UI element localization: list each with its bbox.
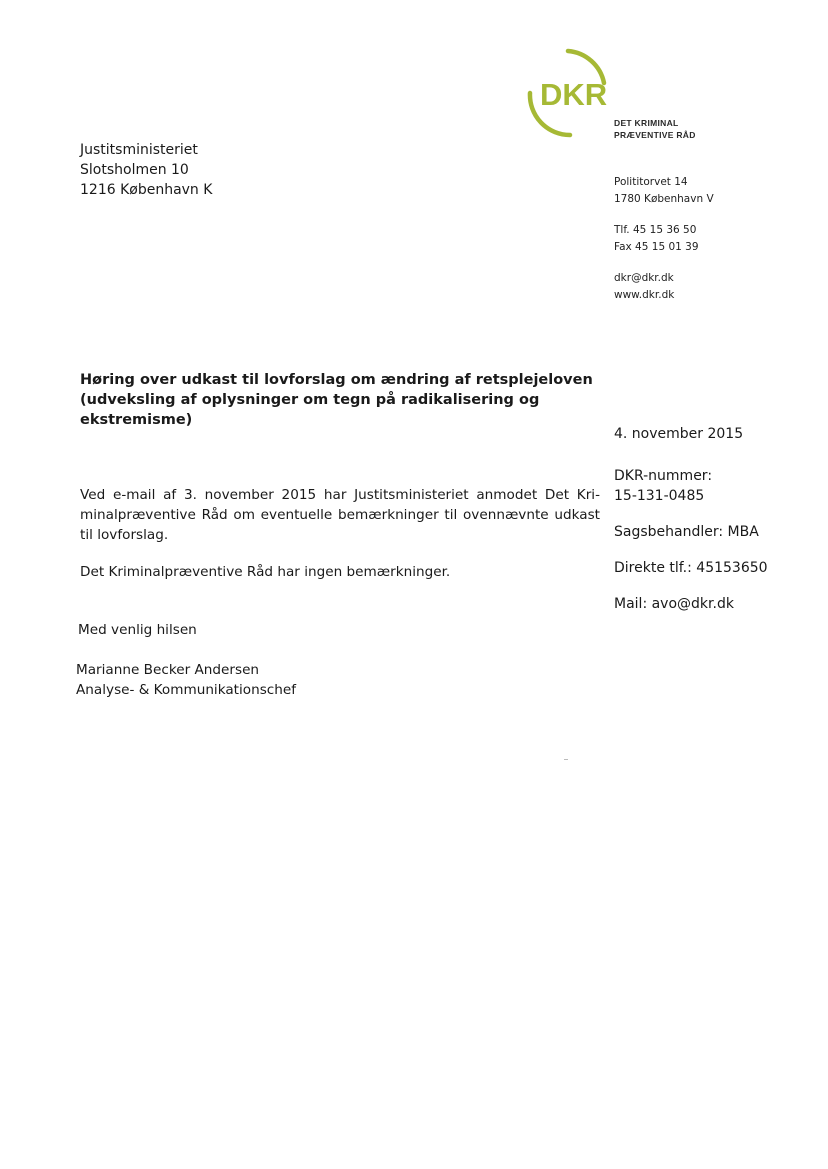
recipient-name: Justitsministeriet bbox=[80, 142, 198, 158]
sender-email: dkr@dkr.dk bbox=[614, 272, 674, 284]
case-handler: Sagsbehandler: MBA bbox=[614, 524, 759, 540]
recipient-city: 1216 København K bbox=[80, 182, 213, 198]
signature-block bbox=[76, 660, 296, 700]
letter-subject: Høring over udkast til lovforslag om ændring af retsplejeloven (udveksling af oplysninger om tegn på radikalisering og ekstremisme) bbox=[80, 372, 593, 428]
direct-phone: Direkte tlf.: 45153650 bbox=[614, 560, 768, 576]
sender-fax: Fax 45 15 01 39 bbox=[614, 241, 699, 253]
letter-date: 4. november 2015 bbox=[614, 426, 744, 442]
sender-phone: Tlf. 45 15 36 50 bbox=[614, 224, 697, 236]
signature-name: Marianne Becker Andersen bbox=[76, 662, 260, 678]
body-paragraph-2: Det Kriminalpræventive Råd har ingen bemærkninger. bbox=[80, 564, 451, 580]
dkr-logo bbox=[522, 45, 622, 141]
body-paragraph-1: Ved e-mail af 3. november 2015 har Justitsministeriet anmodet Det Kriminalpræventive Råd om eventuelle bemærkninger til ovennævnte udkast til lovforslag. bbox=[80, 487, 600, 543]
case-number-label: DKR-nummer: bbox=[614, 468, 713, 484]
sender-contact bbox=[614, 174, 714, 318]
scan-speck bbox=[564, 759, 568, 760]
logo-line-2: PRÆVENTIVE RÅD bbox=[614, 130, 696, 140]
sender-street: Polititorvet 14 bbox=[614, 176, 688, 188]
recipient-address bbox=[80, 140, 212, 200]
recipient-street: Slotsholmen 10 bbox=[80, 162, 189, 178]
logo-line-1: DET KRIMINAL bbox=[614, 118, 679, 128]
case-number-block bbox=[614, 466, 768, 506]
signature-title: Analyse- & Kommunikationschef bbox=[76, 682, 297, 698]
sender-online-block bbox=[614, 270, 714, 304]
contact-mail: Mail: avo@dkr.dk bbox=[614, 596, 734, 612]
sender-address-block bbox=[614, 174, 714, 208]
logo-subtitle bbox=[614, 117, 696, 141]
sender-web: www.dkr.dk bbox=[614, 289, 675, 301]
sender-city: 1780 København V bbox=[614, 193, 714, 205]
closing-greeting: Med venlig hilsen bbox=[78, 622, 197, 638]
case-meta bbox=[614, 466, 768, 630]
case-number-value: 15-131-0485 bbox=[614, 488, 705, 504]
logo-text: DKR bbox=[540, 77, 608, 112]
sender-phone-block bbox=[614, 222, 714, 256]
